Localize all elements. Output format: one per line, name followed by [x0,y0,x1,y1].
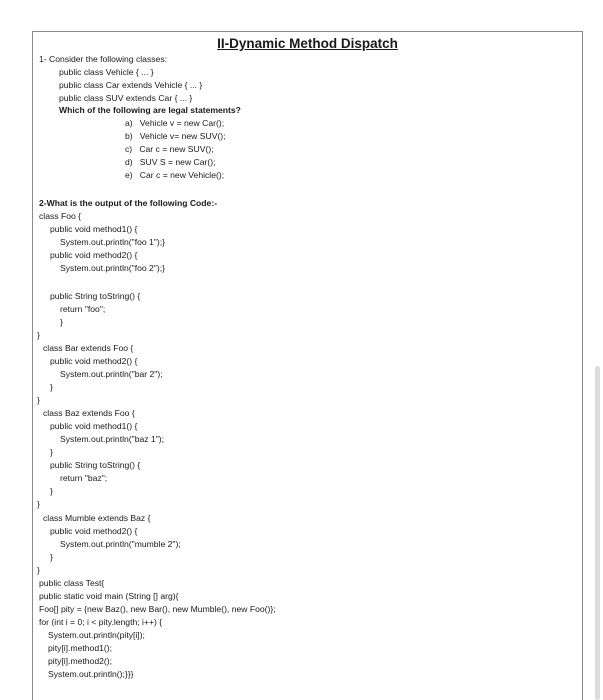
code-line: } [50,447,53,457]
code-line: class Bar extends Foo { [43,343,134,353]
q1-option-b: b) Vehicle v= new SUV(); [125,131,226,141]
code-line: for (int i = 0; i < pity.length; i++) { [39,617,163,627]
code-line: System.out.println();}}} [48,669,134,679]
code-line: } [37,330,40,340]
q1-option-a: a) Vehicle v = new Car(); [125,118,225,128]
q1-option-e: e) Car c = new Vehicle(); [125,170,225,180]
code-line: public String toString() { [50,460,141,470]
q1-question: Which of the following are legal statements? [59,105,241,115]
code-line: } [50,552,53,562]
code-line: } [37,395,40,405]
code-line: } [37,565,40,575]
code-line: public void method1() { [50,421,138,431]
q1-class-line: public class Vehicle { ... } [59,67,154,77]
code-line: Foo[] pity = {new Baz(), new Bar(), new Mumble(), new Foo()}; [39,604,276,614]
code-line: } [60,317,63,327]
code-line: public void method2() { [50,356,138,366]
q1-option-c: c) Car c = new SUV(); [125,144,214,154]
code-line: System.out.println("baz 1"); [60,434,165,444]
document-page [32,31,583,700]
code-line: } [50,382,53,392]
code-line: } [37,499,40,509]
q1-option-d: d) SUV S = new Car(); [125,157,216,167]
code-line: System.out.println("foo 2");} [60,263,165,273]
code-line: public String toString() { [50,291,141,301]
code-line: System.out.println("mumble 2"); [60,539,181,549]
q1-class-line: public class Car extends Vehicle { ... } [59,80,203,90]
page-title: II-Dynamic Method Dispatch [217,36,398,51]
code-line: class Mumble extends Baz { [43,513,151,523]
code-line: public class Test{ [39,578,105,588]
code-line: public static void main (String [] arg){ [39,591,179,601]
q2-heading: 2-What is the output of the following Code:- [39,198,218,208]
code-line: return "foo"; [60,304,106,314]
q1-class-line: public class SUV extends Car { ... } [59,93,193,103]
code-line: public void method2() { [50,526,138,536]
code-line: public void method1() { [50,224,138,234]
code-line: System.out.println("foo 1");} [60,237,165,247]
code-line: return "baz"; [60,473,108,483]
code-line: System.out.println("bar 2"); [60,369,163,379]
code-line: System.out.println(pity[i]); [48,630,145,640]
code-line: public void method2() { [50,250,138,260]
code-line: pity[i].method1(); [48,643,112,653]
code-line: class Baz extends Foo { [43,408,135,418]
code-line: class Foo { [39,211,82,221]
code-line: pity[i].method2(); [48,656,112,666]
scrollbar-thumb[interactable] [595,366,600,700]
code-line: } [50,486,53,496]
q1-heading: 1- Consider the following classes: [39,54,168,64]
